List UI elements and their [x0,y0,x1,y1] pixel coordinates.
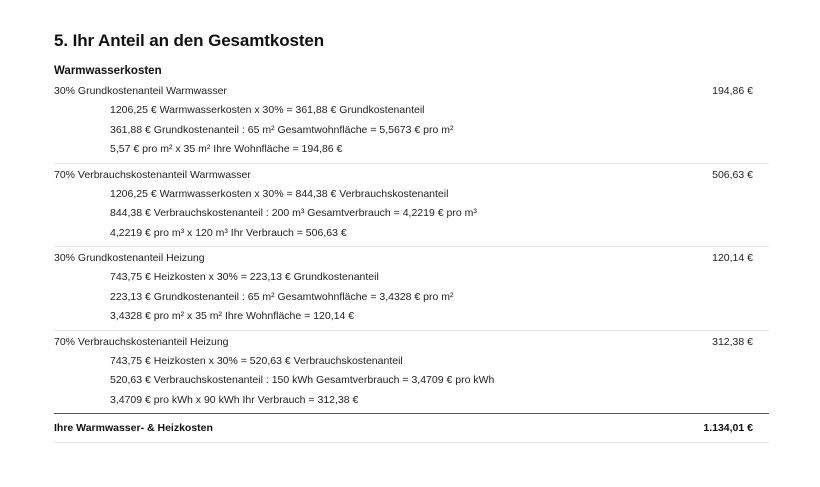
cost-block-header [54,248,769,268]
calculation-line: 361,88 € Grundkostenanteil : 65 m² Gesamtwohnfläche = 5,5673 € pro m² [110,123,454,136]
calculation-line: 5,57 € pro m² x 35 m² Ihre Wohnfläche = 194,86 € [110,143,343,155]
cost-block-label: 30% Grundkostenanteil Warmwasser [54,85,227,97]
cost-block-grundkosten-warmwasser [54,80,769,164]
cost-block-label: 70% Verbrauchskostenanteil Heizung [54,335,229,348]
calculation-line: 3,4709 € pro kWh x 90 kWh Ihr Verbrauch = 312,38 € [110,393,359,406]
total-label: Ihre Warmwasser- & Heizkosten [54,422,213,434]
calculation-line: 223,13 € Grundkostenanteil : 65 m² Gesamtwohnfläche = 3,4328 € pro m² [110,290,454,303]
cost-block-amount: 120,14 € [712,252,753,264]
calculation-line: 844,38 € Verbrauchskostenanteil : 200 m³ Gesamtverbrauch = 4,2219 € pro m³ [110,207,477,219]
cost-block-amount: 312,38 € [712,335,753,348]
cost-block-header [54,332,769,352]
cost-block-amount: 506,63 € [712,168,753,181]
cost-block-label: 30% Grundkostenanteil Heizung [54,252,205,264]
cost-block-header [54,81,769,101]
section-heading: Warmwasserkosten [54,65,162,77]
cost-block-verbrauchskosten-warmwasser [54,164,769,248]
cost-breakdown-table [54,62,769,443]
cost-block-verbrauchskosten-heizung [54,331,769,414]
cost-block-grundkosten-heizung [54,247,769,331]
cost-block-header [54,165,769,185]
cost-block-label: 70% Verbrauchskostenanteil Warmwasser [54,168,251,181]
calculation-line: 520,63 € Verbrauchskostenanteil : 150 kWh Gesamtverbrauch = 3,4709 € pro kWh [110,374,495,386]
page-title: 5. Ihr Anteil an den Gesamtkosten [54,31,325,50]
cost-block-amount: 194,86 € [712,85,753,97]
total-row [54,413,769,443]
calculation-line: 1206,25 € Warmwasserkosten x 30% = 361,88 € Grundkostenanteil [110,104,425,116]
calculation-line: 743,75 € Heizkosten x 30% = 223,13 € Grundkostenanteil [110,271,379,283]
calculation-line: 4,2219 € pro m³ x 120 m³ Ihr Verbrauch = 506,63 € [110,226,347,239]
calculation-line: 3,4328 € pro m² x 35 m² Ihre Wohnfläche = 120,14 € [110,310,355,322]
calculation-line: 743,75 € Heizkosten x 30% = 520,63 € Verbrauchskostenanteil [110,354,403,367]
total-amount: 1.134,01 € [703,422,753,434]
calculation-line: 1206,25 € Warmwasserkosten x 30% = 844,38 € Verbrauchskostenanteil [110,187,449,200]
